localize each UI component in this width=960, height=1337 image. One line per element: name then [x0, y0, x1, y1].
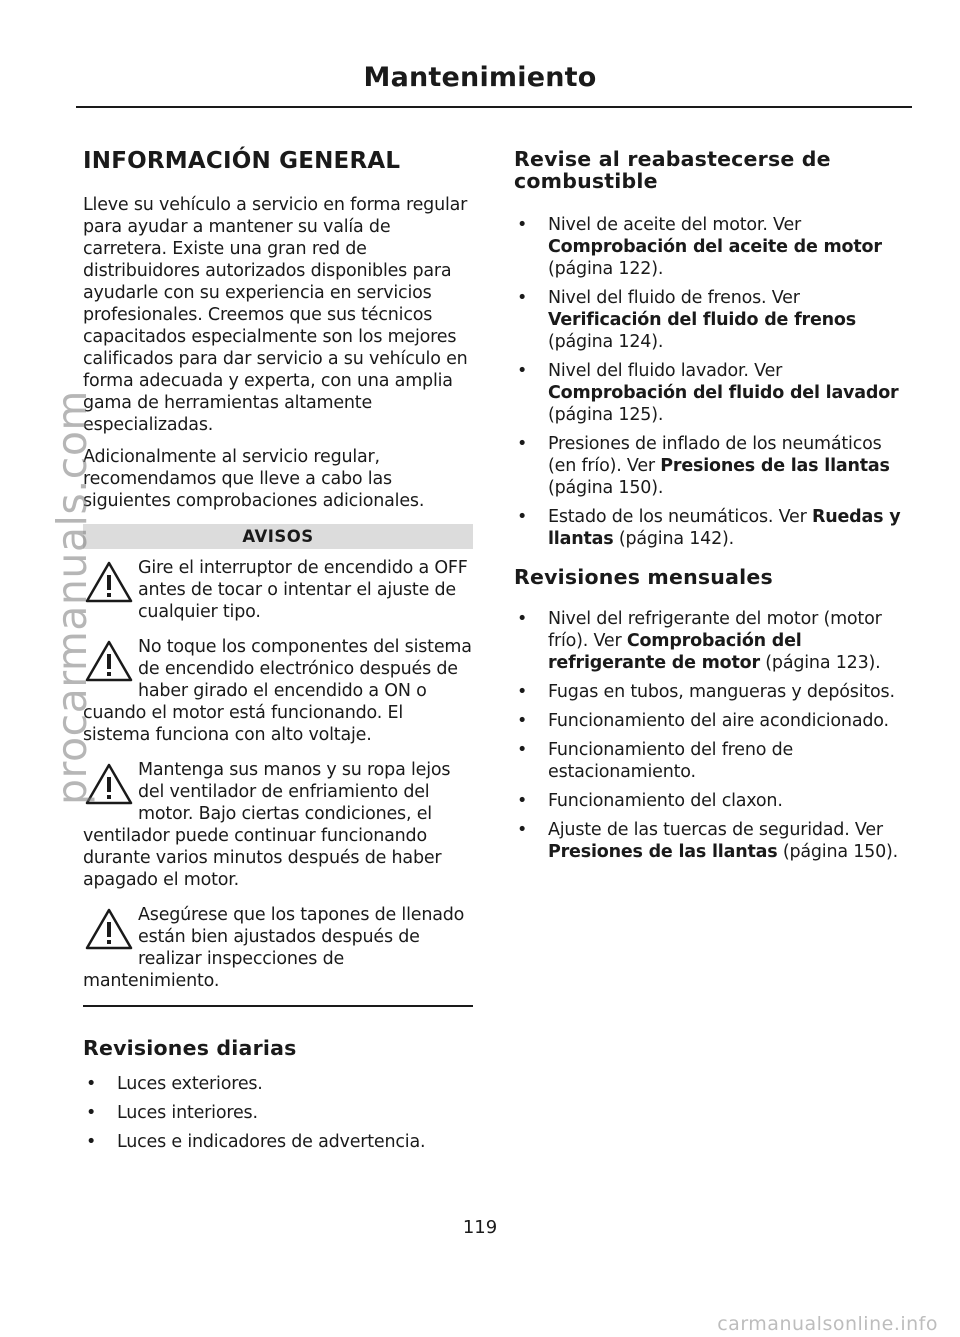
- warning-item: [83, 759, 473, 891]
- list-item: [514, 681, 910, 703]
- cross-reference-link[interactable]: Presiones de las llantas: [660, 456, 890, 476]
- list-item-text: Nivel del refrigerante del motor (motor frío). Ver: [548, 609, 882, 651]
- cross-reference-link[interactable]: Verificación del fluido de frenos: [548, 310, 856, 330]
- watermark-left-text: procarmanuals.com: [48, 390, 96, 805]
- list-item-text: Ajuste de las tuercas de seguridad. Ver: [548, 820, 883, 840]
- list-item: [514, 608, 910, 674]
- warning-text: Gire el interruptor de encendido a OFF antes de tocar o intentar el ajuste de cualquier tipo.: [138, 558, 468, 622]
- monthly-checks-list: [514, 608, 910, 863]
- section-title-general-info: INFORMACIÓN GENERAL: [83, 148, 401, 174]
- warning-item: [83, 636, 473, 746]
- list-item-text: Fugas en tubos, mangueras y depósitos.: [548, 682, 895, 702]
- list-item-text: Funcionamiento del aire acondicionado.: [548, 711, 889, 731]
- additional-checks-paragraph: Adicionalmente al servicio regular, recomendamos que lleve a cabo las siguientes comprobaciones adicionales.: [83, 447, 425, 511]
- page-reference: (página 150).: [777, 842, 899, 862]
- intro-paragraph: Lleve su vehículo a servicio en forma regular para ayudar a mantener su valía de carretera. Existe una gran red de distribuidores autorizados disponibles para ayudarle con su experiencia en servicios profesionales. Creemos que sus técnicos capacitados especialmente son los mejores calificados para dar servicio a su vehículo en forma adecuada y experta, con una amplia gama de herramientas altamente especializadas.: [83, 195, 468, 435]
- header-rule: [76, 106, 912, 108]
- list-item-text: Funcionamiento del freno de estacionamiento.: [548, 740, 794, 782]
- list-item-text: Estado de los neumáticos. Ver: [548, 507, 812, 527]
- bullet: •: [86, 1074, 97, 1094]
- bullet: •: [517, 434, 528, 454]
- list-item: [83, 1131, 473, 1153]
- daily-checks-list: [83, 1073, 473, 1153]
- list-item-text: Funcionamiento del claxon.: [548, 791, 783, 811]
- right-column: [514, 148, 910, 870]
- list-item-text: Luces interiores.: [117, 1103, 258, 1123]
- page-reference: (página 122).: [548, 259, 664, 279]
- list-item: [514, 819, 910, 863]
- page-number: 119: [462, 1217, 498, 1238]
- bullet: •: [517, 507, 528, 527]
- bullet: •: [86, 1132, 97, 1152]
- list-item: [514, 739, 910, 783]
- warning-text: Asegúrese que los tapones de llenado están bien ajustados después de realizar inspecciones de mantenimiento.: [83, 905, 465, 991]
- page-reference: (página 125).: [548, 405, 664, 425]
- page-reference: (página 142).: [613, 529, 735, 549]
- bullet: •: [517, 609, 528, 629]
- page-reference: (página 123).: [759, 653, 881, 673]
- list-item-text: Nivel del fluido de frenos. Ver: [548, 288, 800, 308]
- list-item: [514, 506, 910, 550]
- bullet: •: [517, 791, 528, 811]
- bullet: •: [517, 740, 528, 760]
- bullet: •: [517, 682, 528, 702]
- list-item: [514, 433, 910, 499]
- list-item: [83, 1073, 473, 1095]
- bullet: •: [517, 711, 528, 731]
- left-column: [83, 148, 473, 1160]
- refuel-checks-list: [514, 214, 910, 550]
- warnings-end-rule: [83, 1005, 473, 1007]
- warning-text: No toque los componentes del sistema de encendido electrónico después de haber girado el encendido a ON o cuando el motor está funcionando. El sistema funciona con alto voltaje.: [83, 637, 472, 745]
- section-title-refuel: Revise al reabastecerse de combustible: [514, 147, 831, 193]
- list-item: [514, 790, 910, 812]
- section-title-monthly: Revisiones mensuales: [514, 565, 773, 589]
- page-reference: (página 124).: [548, 332, 664, 352]
- cross-reference-link[interactable]: Comprobación del aceite de motor: [548, 237, 882, 257]
- page-reference: (página 150).: [548, 478, 664, 498]
- bullet: •: [517, 361, 528, 381]
- list-item: [514, 360, 910, 426]
- warning-item: [83, 557, 473, 623]
- bullet: •: [517, 215, 528, 235]
- list-item-text: Luces exteriores.: [117, 1074, 263, 1094]
- list-item-text: Nivel del fluido lavador. Ver: [548, 361, 783, 381]
- cross-reference-link[interactable]: Comprobación del refrigerante de motor: [548, 631, 802, 673]
- bullet: •: [86, 1103, 97, 1123]
- list-item: [514, 710, 910, 732]
- section-title-daily: Revisiones diarias: [83, 1036, 297, 1060]
- list-item-text: Luces e indicadores de advertencia.: [117, 1132, 426, 1152]
- cross-reference-link[interactable]: Ruedas y llantas: [548, 507, 901, 549]
- list-item-text: Presiones de inflado de los neumáticos (en frío). Ver: [548, 434, 882, 476]
- bullet: •: [517, 288, 528, 308]
- warnings-heading: AVISOS: [83, 524, 473, 549]
- warning-text: Mantenga sus manos y su ropa lejos del ventilador de enfriamiento del motor. Bajo ciertas condiciones, el ventilador puede continuar funcionando durante varios minutos después de haber apagado el motor.: [83, 760, 451, 890]
- cross-reference-link[interactable]: Presiones de las llantas: [548, 842, 778, 862]
- warning-item: [83, 904, 473, 992]
- watermark-bottom: carmanualsonline.info: [717, 1313, 938, 1335]
- list-item: [83, 1102, 473, 1124]
- cross-reference-link[interactable]: Comprobación del fluido del lavador: [548, 383, 899, 403]
- list-item-text: Nivel de aceite del motor. Ver: [548, 215, 802, 235]
- page-header-title: Mantenimiento: [363, 62, 597, 93]
- watermark-left: [48, 390, 108, 805]
- warning-triangle-icon: [83, 906, 135, 952]
- list-item: [514, 214, 910, 280]
- list-item: [514, 287, 910, 353]
- bullet: •: [517, 820, 528, 840]
